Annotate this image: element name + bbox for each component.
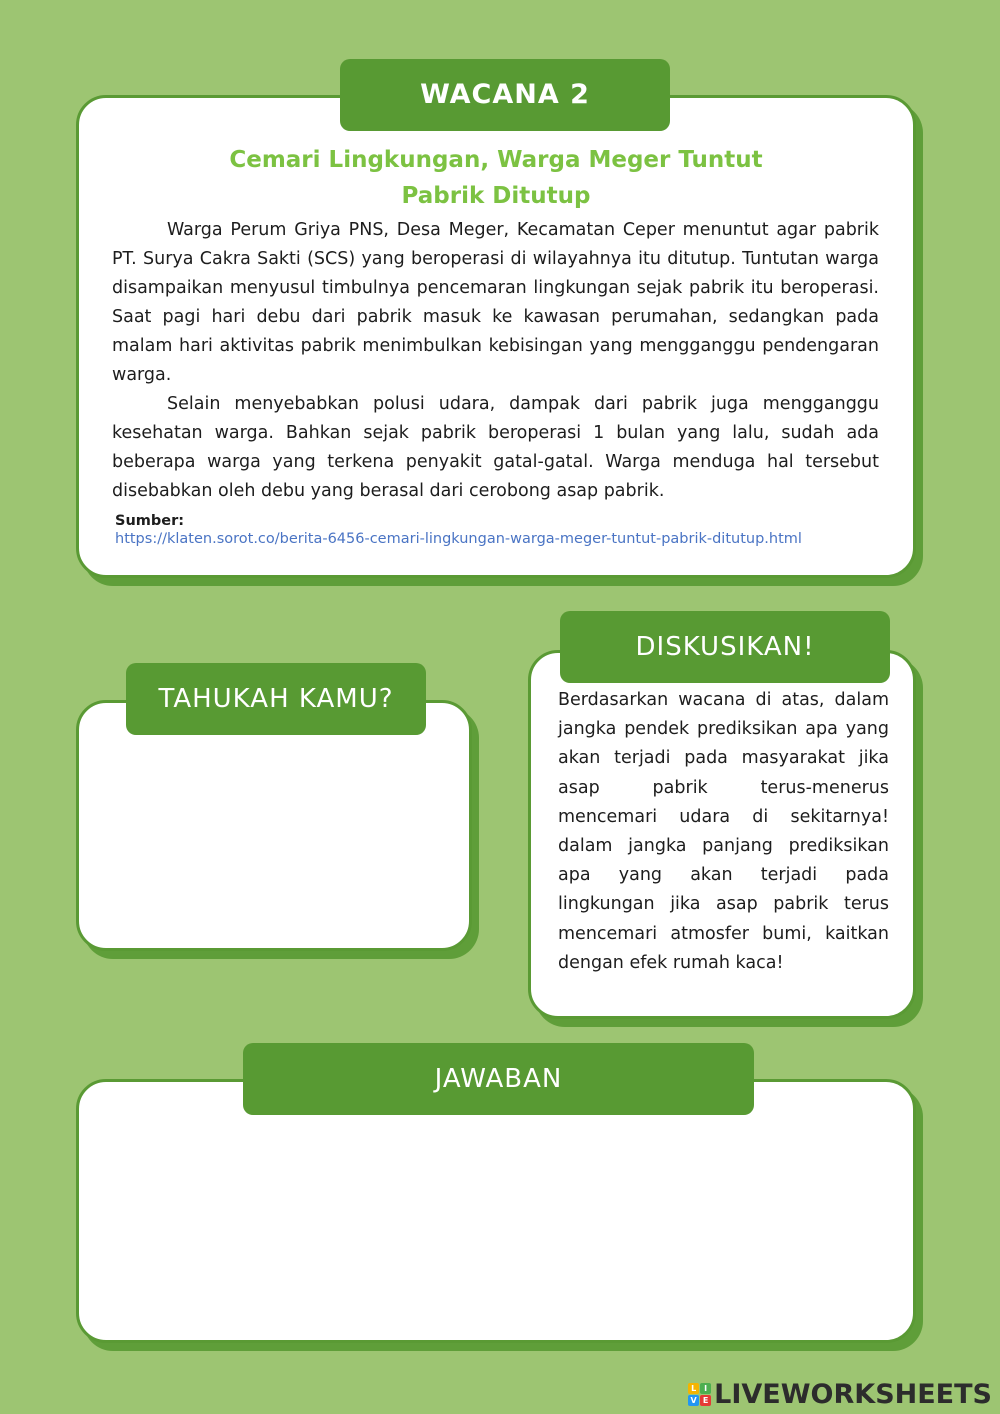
discussion-header: DISKUSIKAN! <box>560 611 890 683</box>
article-paragraph-2: Selain menyebabkan polusi udara, dampak dari pabrik juga mengganggu kesehatan warga. Bahkan sejak pabrik beroperasi 1 bulan yang lalu, sudah ada beberapa warga yang terkena penyakit gatal-gatal. Warga menduga hal tersebut disebabkan oleh debu yang berasal dari cerobong asap pabrik. <box>112 394 879 501</box>
article-title <box>79 142 913 214</box>
answer-header: JAWABAN <box>243 1043 754 1115</box>
discussion-card <box>528 650 916 1019</box>
logo-letter-l: L <box>688 1383 699 1394</box>
article-body <box>112 216 879 506</box>
article-card <box>76 95 916 578</box>
answer-box[interactable] <box>76 1079 916 1343</box>
logo-letter-e: E <box>700 1395 711 1406</box>
did-you-know-header: TAHUKAH KAMU? <box>126 663 426 735</box>
source-link[interactable]: https://klaten.sorot.co/berita-6456-cemari-lingkungan-warga-meger-tuntut-pabrik-ditutup.html <box>115 531 802 547</box>
did-you-know-card <box>76 700 472 951</box>
article-title-line-2: Pabrik Ditutup <box>401 183 591 209</box>
logo-letter-v: V <box>688 1395 699 1406</box>
article-paragraph-1: Warga Perum Griya PNS, Desa Meger, Kecamatan Ceper menuntut agar pabrik PT. Surya Cakra Sakti (SCS) yang beroperasi di wilayahnya itu ditutup. Tuntutan warga disampaikan menyusul timbulnya pencemaran lingkungan sejak pabrik itu beroperasi. Saat pagi hari debu dari pabrik masuk ke kawasan perumahan, sedangkan pada malam hari aktivitas pabrik menimbulkan kebisingan yang mengganggu pendengaran warga. <box>112 220 879 385</box>
logo-letter-i: I <box>700 1383 711 1394</box>
brand-name: LIVEWORKSHEETS <box>714 1378 992 1410</box>
liveworksheets-logo-icon <box>688 1383 711 1406</box>
liveworksheets-brand <box>688 1378 992 1410</box>
source <box>115 512 835 548</box>
wacana-header: WACANA 2 <box>340 59 670 131</box>
discussion-prompt: Berdasarkan wacana di atas, dalam jangka pendek prediksikan apa yang akan terjadi pada masyarakat jika asap pabrik terus-menerus mencemari udara di sekitarnya! dalam jangka panjang prediksikan apa yang akan terjadi pada lingkungan jika asap pabrik terus mencemari atmosfer bumi, kaitkan dengan efek rumah kaca! <box>558 690 889 973</box>
article-title-line-1: Cemari Lingkungan, Warga Meger Tuntut <box>229 147 763 173</box>
source-label: Sumber: <box>115 513 185 529</box>
